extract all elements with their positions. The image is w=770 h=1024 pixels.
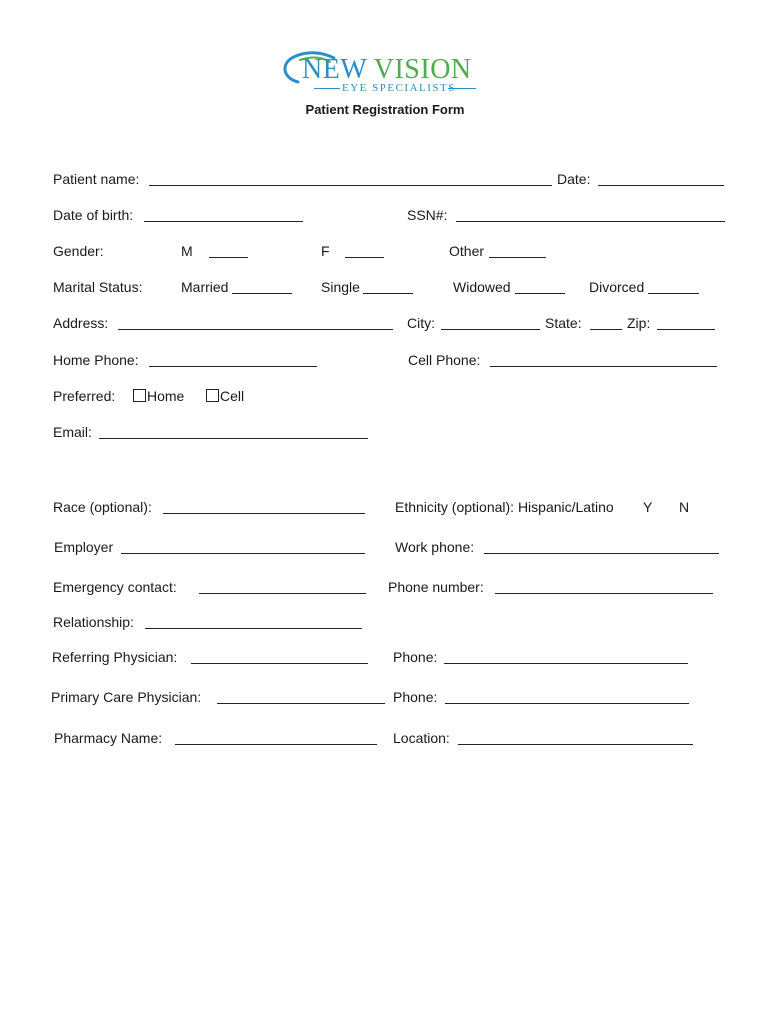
cell-phone-field[interactable] (490, 366, 717, 367)
pcp-phone-label: Phone: (393, 689, 438, 705)
primary-care-physician-label: Primary Care Physician: (51, 689, 202, 705)
logo-word-vision: VISION (373, 54, 472, 85)
cell-phone-label: Cell Phone: (408, 352, 481, 368)
widowed-label: Widowed (453, 279, 511, 295)
cell-checkbox[interactable] (206, 389, 219, 402)
relationship-label: Relationship: (53, 614, 134, 630)
gender-label: Gender: (53, 243, 104, 259)
logo-word-new: NEW (302, 54, 367, 85)
email-label: Email: (53, 424, 92, 440)
ethnicity-no-option[interactable]: N (679, 499, 690, 515)
gender-f-label: F (321, 243, 330, 259)
preferred-home-option[interactable] (133, 388, 184, 404)
date-field[interactable] (598, 185, 724, 186)
race-label: Race (optional): (53, 499, 152, 515)
single-field[interactable] (363, 293, 413, 294)
emergency-contact-label: Emergency contact: (53, 579, 177, 595)
married-label: Married (181, 279, 229, 295)
home-checkbox[interactable] (133, 389, 146, 402)
gender-m-field[interactable] (209, 257, 248, 258)
address-field[interactable] (118, 329, 393, 330)
married-field[interactable] (232, 293, 292, 294)
home-phone-label: Home Phone: (53, 352, 139, 368)
referring-phone-field[interactable] (444, 663, 688, 664)
pcp-phone-field[interactable] (445, 703, 689, 704)
employer-label: Employer (54, 539, 114, 555)
date-label: Date: (557, 171, 591, 187)
employer-field[interactable] (121, 553, 365, 554)
state-label: State: (545, 315, 582, 331)
referring-phone-label: Phone: (393, 649, 438, 665)
gender-other-field[interactable] (489, 257, 546, 258)
divorced-label: Divorced (589, 279, 645, 295)
referring-physician-field[interactable] (191, 663, 368, 664)
phone-number-label: Phone number: (388, 579, 484, 595)
dob-field[interactable] (144, 221, 303, 222)
race-field[interactable] (163, 513, 365, 514)
form-title: Patient Registration Form (305, 102, 465, 117)
preferred-cell-option[interactable] (206, 388, 244, 404)
widowed-field[interactable] (515, 293, 565, 294)
ethnicity-label: Ethnicity (optional): Hispanic/Latino (395, 499, 614, 515)
preferred-home-label: Home (147, 388, 185, 404)
logo-rule-right (448, 88, 476, 89)
primary-care-physician-field[interactable] (217, 703, 385, 704)
city-field[interactable] (441, 329, 540, 330)
email-field[interactable] (99, 438, 368, 439)
work-phone-field[interactable] (484, 553, 719, 554)
patient-name-field[interactable] (149, 185, 552, 186)
dob-label: Date of birth: (53, 207, 134, 223)
pharmacy-name-label: Pharmacy Name: (54, 730, 163, 746)
zip-field[interactable] (657, 329, 715, 330)
ssn-label: SSN#: (407, 207, 448, 223)
state-field[interactable] (590, 329, 622, 330)
ssn-field[interactable] (456, 221, 725, 222)
home-phone-field[interactable] (149, 366, 317, 367)
divorced-field[interactable] (648, 293, 699, 294)
location-field[interactable] (458, 744, 693, 745)
address-label: Address: (53, 315, 109, 331)
preferred-label: Preferred: (53, 388, 116, 404)
referring-physician-label: Referring Physician: (52, 649, 178, 665)
pharmacy-name-field[interactable] (175, 744, 377, 745)
zip-label: Zip: (627, 315, 651, 331)
phone-number-field[interactable] (495, 593, 713, 594)
logo-rule-left (314, 88, 340, 89)
preferred-cell-label: Cell (220, 388, 245, 404)
work-phone-label: Work phone: (395, 539, 475, 555)
gender-f-field[interactable] (345, 257, 384, 258)
location-label: Location: (393, 730, 450, 746)
gender-other-label: Other (449, 243, 485, 259)
logo-tagline: EYE SPECIALISTS (342, 82, 456, 94)
relationship-field[interactable] (145, 628, 362, 629)
patient-name-label: Patient name: (53, 171, 140, 187)
company-logo (278, 48, 494, 94)
city-label: City: (407, 315, 435, 331)
emergency-contact-field[interactable] (199, 593, 366, 594)
gender-m-label: M (181, 243, 193, 259)
marital-status-label: Marital Status: (53, 279, 143, 295)
single-label: Single (321, 279, 360, 295)
ethnicity-yes-option[interactable]: Y (643, 499, 653, 515)
